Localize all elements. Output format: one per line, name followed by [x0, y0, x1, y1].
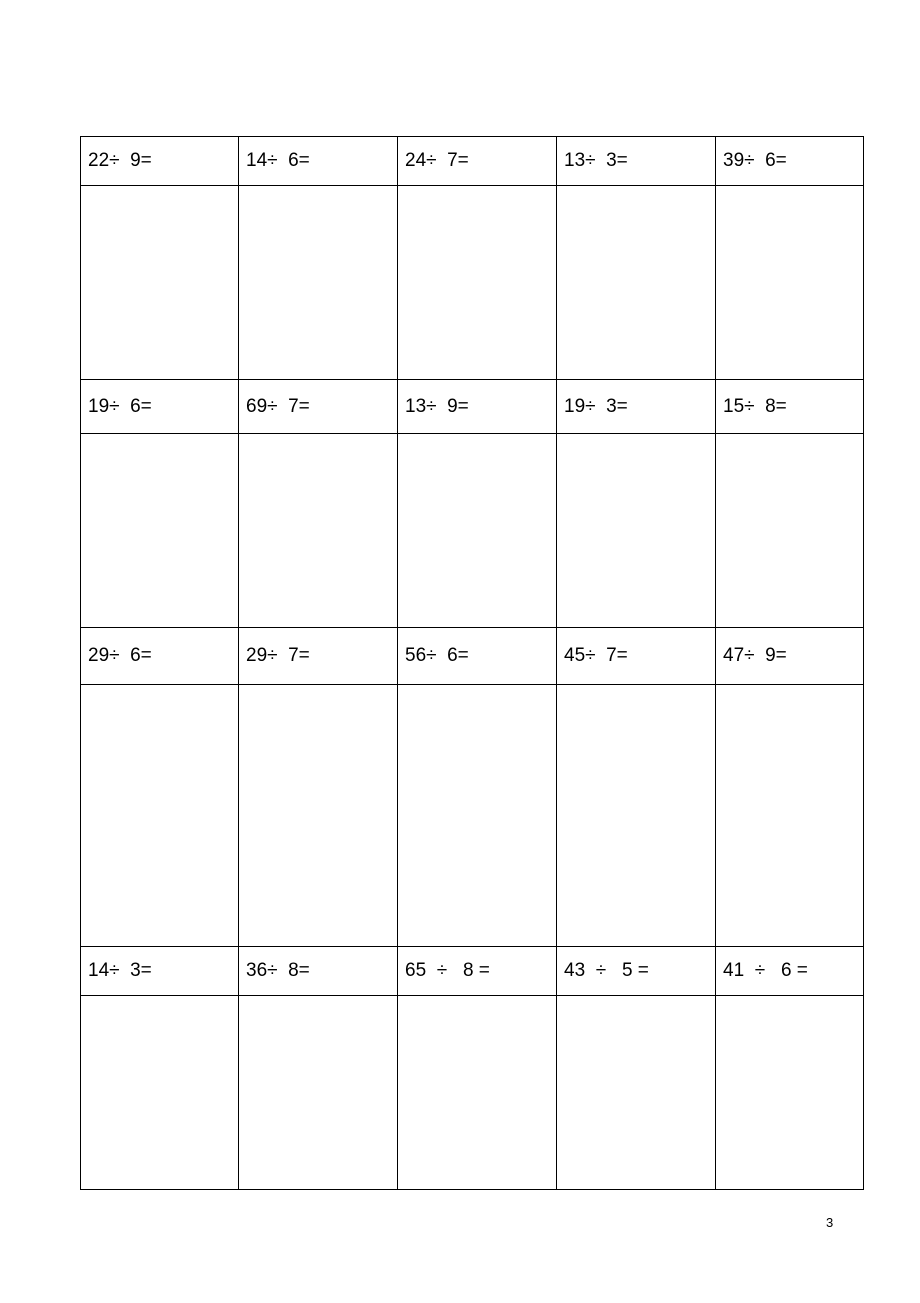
problem-row: [81, 137, 864, 186]
page-number: 3: [826, 1215, 834, 1230]
division-problem: 43 ÷ 5 =: [557, 947, 716, 996]
division-problem: 65 ÷ 8 =: [398, 947, 557, 996]
division-problem: 47÷ 9=: [716, 628, 864, 685]
problem-row: [81, 947, 864, 996]
division-problem: 14÷ 6=: [239, 137, 398, 186]
division-problem: 41 ÷ 6 =: [716, 947, 864, 996]
division-problem: 22÷ 9=: [81, 137, 239, 186]
answer-row: [81, 186, 864, 380]
division-problem: 29÷ 7=: [239, 628, 398, 685]
answer-space: [557, 685, 716, 947]
division-problem: 13÷ 9=: [398, 380, 557, 434]
answer-space: [239, 996, 398, 1190]
division-problem: 56÷ 6=: [398, 628, 557, 685]
answer-space: [716, 685, 864, 947]
division-problem: 45÷ 7=: [557, 628, 716, 685]
answer-row: [81, 434, 864, 628]
answer-space: [398, 434, 557, 628]
division-problem: 24÷ 7=: [398, 137, 557, 186]
division-problem: 36÷ 8=: [239, 947, 398, 996]
problem-row: [81, 628, 864, 685]
problem-row: [81, 380, 864, 434]
answer-space: [557, 996, 716, 1190]
division-problem: 15÷ 8=: [716, 380, 864, 434]
division-problem: 39÷ 6=: [716, 137, 864, 186]
answer-space: [81, 685, 239, 947]
answer-row: [81, 685, 864, 947]
answer-space: [398, 186, 557, 380]
answer-space: [81, 996, 239, 1190]
division-problem: 13÷ 3=: [557, 137, 716, 186]
answer-space: [239, 685, 398, 947]
division-problem: 14÷ 3=: [81, 947, 239, 996]
answer-space: [239, 434, 398, 628]
answer-space: [239, 186, 398, 380]
answer-row: [81, 996, 864, 1190]
division-problem: 19÷ 6=: [81, 380, 239, 434]
answer-space: [398, 996, 557, 1190]
division-worksheet-grid: [80, 136, 864, 1190]
answer-space: [557, 186, 716, 380]
answer-space: [716, 434, 864, 628]
answer-space: [81, 186, 239, 380]
answer-space: [81, 434, 239, 628]
answer-space: [398, 685, 557, 947]
division-problem: 29÷ 6=: [81, 628, 239, 685]
answer-space: [557, 434, 716, 628]
division-problem: 19÷ 3=: [557, 380, 716, 434]
answer-space: [716, 186, 864, 380]
answer-space: [716, 996, 864, 1190]
division-problem: 69÷ 7=: [239, 380, 398, 434]
